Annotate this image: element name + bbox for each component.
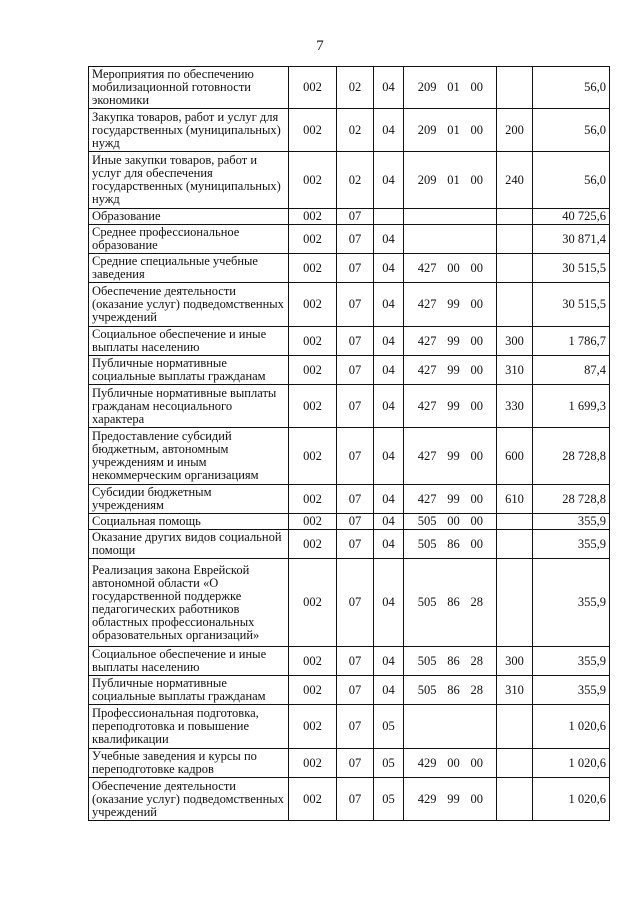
- subsection-code-cell: 04: [374, 514, 404, 530]
- ministry-code-cell: 002: [289, 225, 337, 254]
- target-article-part1-cell: 209: [404, 152, 440, 209]
- ministry-code-cell: 002: [289, 778, 337, 821]
- item-name-cell: Мероприятия по обеспечению мобилизационной готовности экономики: [89, 67, 289, 109]
- section-code-cell: 02: [337, 67, 374, 109]
- amount-cell: 355,9: [533, 530, 610, 559]
- target-article-part1-cell: 505: [404, 676, 440, 705]
- target-article-part3-cell: 00: [468, 385, 497, 428]
- expense-type-cell: 300: [497, 647, 533, 676]
- target-article-part2-cell: 01: [440, 67, 468, 109]
- section-code-cell: 07: [337, 485, 374, 514]
- target-article-part3-cell: 00: [468, 428, 497, 485]
- target-article-part1-cell: 427: [404, 283, 440, 327]
- target-article-part2-cell: 86: [440, 530, 468, 559]
- table-row: [89, 514, 610, 530]
- expense-type-cell: [497, 749, 533, 778]
- subsection-code-cell: 05: [374, 749, 404, 778]
- ministry-code-cell: 002: [289, 109, 337, 152]
- target-article-part1-cell: 427: [404, 485, 440, 514]
- target-article-part2-cell: 01: [440, 152, 468, 209]
- table-row: [89, 152, 610, 209]
- amount-cell: 1 020,6: [533, 705, 610, 749]
- expense-type-cell: 330: [497, 385, 533, 428]
- amount-cell: 355,9: [533, 514, 610, 530]
- table-row: [89, 676, 610, 705]
- table-row: [89, 225, 610, 254]
- target-article-part1-cell: 429: [404, 778, 440, 821]
- amount-cell: 56,0: [533, 109, 610, 152]
- target-article-part2-cell: [440, 209, 468, 225]
- target-article-part2-cell: 00: [440, 514, 468, 530]
- subsection-code-cell: 04: [374, 530, 404, 559]
- section-code-cell: 07: [337, 283, 374, 327]
- table-row: [89, 485, 610, 514]
- table-row: [89, 428, 610, 485]
- section-code-cell: 07: [337, 514, 374, 530]
- target-article-part2-cell: 99: [440, 428, 468, 485]
- section-code-cell: 07: [337, 530, 374, 559]
- target-article-part1-cell: 505: [404, 647, 440, 676]
- target-article-part1-cell: 209: [404, 109, 440, 152]
- budget-table: [88, 66, 610, 821]
- subsection-code-cell: 04: [374, 283, 404, 327]
- item-name-cell: Оказание других видов социальной помощи: [89, 530, 289, 559]
- page-number: 7: [316, 38, 324, 54]
- subsection-code-cell: [374, 209, 404, 225]
- expense-type-cell: 600: [497, 428, 533, 485]
- budget-table-body: [89, 67, 610, 821]
- subsection-code-cell: 04: [374, 428, 404, 485]
- item-name-cell: Публичные нормативные социальные выплаты гражданам: [89, 356, 289, 385]
- item-name-cell: Образование: [89, 209, 289, 225]
- item-name-cell: Социальная помощь: [89, 514, 289, 530]
- target-article-part3-cell: 00: [468, 67, 497, 109]
- table-row: [89, 559, 610, 647]
- section-code-cell: 07: [337, 676, 374, 705]
- ministry-code-cell: 002: [289, 254, 337, 283]
- item-name-cell: Публичные нормативные социальные выплаты гражданам: [89, 676, 289, 705]
- amount-cell: 56,0: [533, 152, 610, 209]
- subsection-code-cell: 04: [374, 67, 404, 109]
- item-name-cell: Социальное обеспечение и иные выплаты населению: [89, 647, 289, 676]
- target-article-part1-cell: 427: [404, 385, 440, 428]
- section-code-cell: 07: [337, 254, 374, 283]
- target-article-part3-cell: 00: [468, 283, 497, 327]
- target-article-part3-cell: [468, 209, 497, 225]
- target-article-part1-cell: 505: [404, 530, 440, 559]
- subsection-code-cell: 04: [374, 356, 404, 385]
- target-article-part1-cell: 505: [404, 559, 440, 647]
- target-article-part1-cell: 427: [404, 254, 440, 283]
- table-row: [89, 778, 610, 821]
- target-article-part3-cell: [468, 705, 497, 749]
- target-article-part2-cell: [440, 225, 468, 254]
- section-code-cell: 07: [337, 428, 374, 485]
- amount-cell: 1 786,7: [533, 327, 610, 356]
- target-article-part3-cell: 00: [468, 152, 497, 209]
- item-name-cell: Среднее профессиональное образование: [89, 225, 289, 254]
- amount-cell: 28 728,8: [533, 428, 610, 485]
- section-code-cell: 02: [337, 152, 374, 209]
- expense-type-cell: [497, 778, 533, 821]
- table-row: [89, 530, 610, 559]
- target-article-part3-cell: 00: [468, 254, 497, 283]
- section-code-cell: 07: [337, 225, 374, 254]
- subsection-code-cell: 04: [374, 152, 404, 209]
- amount-cell: 87,4: [533, 356, 610, 385]
- subsection-code-cell: 05: [374, 778, 404, 821]
- item-name-cell: Закупка товаров, работ и услуг для государственных (муниципальных) нужд: [89, 109, 289, 152]
- expense-type-cell: [497, 514, 533, 530]
- ministry-code-cell: 002: [289, 705, 337, 749]
- ministry-code-cell: 002: [289, 385, 337, 428]
- table-row: [89, 254, 610, 283]
- section-code-cell: 07: [337, 385, 374, 428]
- ministry-code-cell: 002: [289, 514, 337, 530]
- section-code-cell: 07: [337, 327, 374, 356]
- section-code-cell: 07: [337, 749, 374, 778]
- ministry-code-cell: 002: [289, 356, 337, 385]
- subsection-code-cell: 04: [374, 109, 404, 152]
- item-name-cell: Реализация закона Еврейской автономной области «О государственной поддержке педагогических работников областных профессиональных образовательных организаций»: [89, 559, 289, 647]
- target-article-part2-cell: 99: [440, 327, 468, 356]
- expense-type-cell: 310: [497, 676, 533, 705]
- table-row: [89, 749, 610, 778]
- section-code-cell: 07: [337, 778, 374, 821]
- table-row: [89, 67, 610, 109]
- table-row: [89, 209, 610, 225]
- expense-type-cell: [497, 530, 533, 559]
- amount-cell: 30 515,5: [533, 283, 610, 327]
- target-article-part1-cell: 427: [404, 327, 440, 356]
- item-name-cell: Средние специальные учебные заведения: [89, 254, 289, 283]
- target-article-part2-cell: 99: [440, 385, 468, 428]
- expense-type-cell: [497, 254, 533, 283]
- expense-type-cell: [497, 283, 533, 327]
- expense-type-cell: [497, 705, 533, 749]
- target-article-part1-cell: [404, 225, 440, 254]
- section-code-cell: 07: [337, 356, 374, 385]
- table-row: [89, 327, 610, 356]
- subsection-code-cell: 05: [374, 705, 404, 749]
- table-row: [89, 705, 610, 749]
- ministry-code-cell: 002: [289, 327, 337, 356]
- amount-cell: 1 699,3: [533, 385, 610, 428]
- expense-type-cell: [497, 67, 533, 109]
- expense-type-cell: 610: [497, 485, 533, 514]
- target-article-part2-cell: 99: [440, 283, 468, 327]
- table-row: [89, 385, 610, 428]
- amount-cell: 1 020,6: [533, 778, 610, 821]
- amount-cell: 56,0: [533, 67, 610, 109]
- ministry-code-cell: 002: [289, 67, 337, 109]
- subsection-code-cell: 04: [374, 225, 404, 254]
- expense-type-cell: [497, 209, 533, 225]
- item-name-cell: Обеспечение деятельности (оказание услуг) подведомственных учреждений: [89, 283, 289, 327]
- table-row: [89, 283, 610, 327]
- target-article-part1-cell: 505: [404, 514, 440, 530]
- target-article-part3-cell: 28: [468, 676, 497, 705]
- item-name-cell: Учебные заведения и курсы по переподготовке кадров: [89, 749, 289, 778]
- table-row: [89, 356, 610, 385]
- target-article-part2-cell: 00: [440, 254, 468, 283]
- target-article-part3-cell: 00: [468, 778, 497, 821]
- target-article-part2-cell: 01: [440, 109, 468, 152]
- expense-type-cell: 310: [497, 356, 533, 385]
- item-name-cell: Субсидии бюджетным учреждениям: [89, 485, 289, 514]
- item-name-cell: Социальное обеспечение и иные выплаты населению: [89, 327, 289, 356]
- subsection-code-cell: 04: [374, 385, 404, 428]
- target-article-part1-cell: 429: [404, 749, 440, 778]
- amount-cell: 40 725,6: [533, 209, 610, 225]
- target-article-part2-cell: 99: [440, 356, 468, 385]
- target-article-part1-cell: [404, 705, 440, 749]
- target-article-part2-cell: 99: [440, 485, 468, 514]
- amount-cell: 355,9: [533, 647, 610, 676]
- target-article-part3-cell: 00: [468, 109, 497, 152]
- ministry-code-cell: 002: [289, 485, 337, 514]
- target-article-part2-cell: 86: [440, 559, 468, 647]
- item-name-cell: Предоставление субсидий бюджетным, автономным учреждениям и иным некоммерческим организациям: [89, 428, 289, 485]
- target-article-part3-cell: 28: [468, 647, 497, 676]
- subsection-code-cell: 04: [374, 559, 404, 647]
- target-article-part3-cell: 00: [468, 356, 497, 385]
- subsection-code-cell: 04: [374, 676, 404, 705]
- target-article-part2-cell: 99: [440, 778, 468, 821]
- target-article-part3-cell: 00: [468, 749, 497, 778]
- amount-cell: 28 728,8: [533, 485, 610, 514]
- ministry-code-cell: 002: [289, 559, 337, 647]
- amount-cell: 355,9: [533, 559, 610, 647]
- subsection-code-cell: 04: [374, 647, 404, 676]
- ministry-code-cell: 002: [289, 530, 337, 559]
- item-name-cell: Обеспечение деятельности (оказание услуг) подведомственных учреждений: [89, 778, 289, 821]
- expense-type-cell: 240: [497, 152, 533, 209]
- ministry-code-cell: 002: [289, 647, 337, 676]
- target-article-part3-cell: 28: [468, 559, 497, 647]
- target-article-part3-cell: [468, 225, 497, 254]
- ministry-code-cell: 002: [289, 209, 337, 225]
- subsection-code-cell: 04: [374, 327, 404, 356]
- section-code-cell: 07: [337, 559, 374, 647]
- ministry-code-cell: 002: [289, 152, 337, 209]
- section-code-cell: 02: [337, 109, 374, 152]
- amount-cell: 1 020,6: [533, 749, 610, 778]
- table-row: [89, 109, 610, 152]
- target-article-part2-cell: [440, 705, 468, 749]
- section-code-cell: 07: [337, 705, 374, 749]
- ministry-code-cell: 002: [289, 283, 337, 327]
- target-article-part3-cell: 00: [468, 485, 497, 514]
- expense-type-cell: 300: [497, 327, 533, 356]
- ministry-code-cell: 002: [289, 676, 337, 705]
- target-article-part1-cell: 427: [404, 356, 440, 385]
- target-article-part2-cell: 00: [440, 749, 468, 778]
- expense-type-cell: [497, 225, 533, 254]
- target-article-part1-cell: [404, 209, 440, 225]
- expense-type-cell: 200: [497, 109, 533, 152]
- item-name-cell: Профессиональная подготовка, переподготовка и повышение квалификации: [89, 705, 289, 749]
- section-code-cell: 07: [337, 209, 374, 225]
- ministry-code-cell: 002: [289, 749, 337, 778]
- target-article-part3-cell: 00: [468, 530, 497, 559]
- target-article-part1-cell: 427: [404, 428, 440, 485]
- target-article-part3-cell: 00: [468, 514, 497, 530]
- amount-cell: 30 871,4: [533, 225, 610, 254]
- subsection-code-cell: 04: [374, 254, 404, 283]
- target-article-part1-cell: 209: [404, 67, 440, 109]
- amount-cell: 355,9: [533, 676, 610, 705]
- ministry-code-cell: 002: [289, 428, 337, 485]
- section-code-cell: 07: [337, 647, 374, 676]
- table-row: [89, 647, 610, 676]
- item-name-cell: Публичные нормативные выплаты гражданам несоциального характера: [89, 385, 289, 428]
- item-name-cell: Иные закупки товаров, работ и услуг для обеспечения государственных (муниципальных) нужд: [89, 152, 289, 209]
- amount-cell: 30 515,5: [533, 254, 610, 283]
- expense-type-cell: [497, 559, 533, 647]
- subsection-code-cell: 04: [374, 485, 404, 514]
- target-article-part2-cell: 86: [440, 647, 468, 676]
- target-article-part3-cell: 00: [468, 327, 497, 356]
- target-article-part2-cell: 86: [440, 676, 468, 705]
